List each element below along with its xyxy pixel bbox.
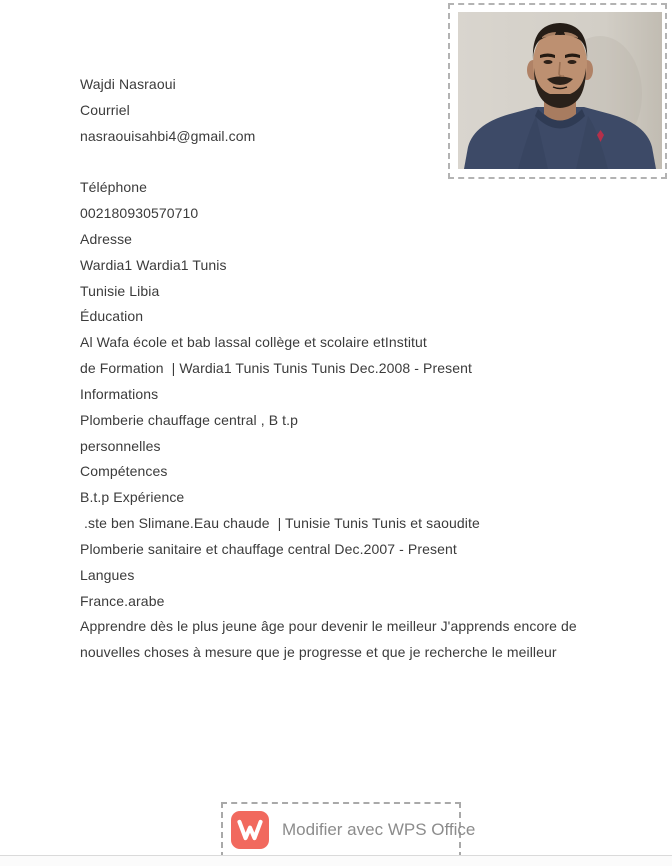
document-line: Éducation (80, 308, 144, 325)
document-line: nasraouisahbi4@gmail.com (80, 127, 256, 144)
edit-button-label: Modifier avec WPS Office (282, 820, 476, 839)
portrait-photo (458, 12, 662, 169)
document-line: nouvelles choses à mesure que je progresse et que je recherche le meilleur (80, 644, 557, 661)
document-line: Plomberie sanitaire et chauffage central Dec.2007 - Present (80, 540, 457, 557)
document-line: Compétences (80, 463, 168, 480)
bottom-strip (0, 856, 672, 866)
document-line: B.t.p Expérience (80, 489, 185, 506)
photo-frame (448, 3, 667, 179)
document-line: .ste ben Slimane.Eau chaude | Tunisie Tunis Tunis et saoudite (80, 515, 480, 532)
document-line: Al Wafa école et bab lassal collège et scolaire etInstitut (80, 334, 427, 351)
edit-with-wps-button[interactable] (221, 802, 476, 858)
document-line: Apprendre dès le plus jeune âge pour devenir le meilleur J'apprends encore de (80, 618, 577, 635)
document-line: 002180930570710 (80, 205, 199, 222)
document-line: personnelles (80, 437, 161, 454)
document-line: Langues (80, 566, 135, 583)
wps-office-logo-icon (231, 811, 269, 849)
document-line: Informations (80, 385, 159, 402)
document-line: Adresse (80, 230, 133, 247)
document-line: Tunisie Libia (80, 282, 160, 299)
document-line: Courriel (80, 101, 130, 118)
document-line: Téléphone (80, 179, 148, 196)
document-line: de Formation | Wardia1 Tunis Tunis Tunis Dec.2008 - Present (80, 360, 472, 377)
document-line: Plomberie chauffage central , B t.p (80, 411, 299, 428)
document-line: Wajdi Nasraoui (80, 76, 176, 92)
document-line: France.arabe (80, 592, 165, 609)
document-line: Wardia1 Wardia1 Tunis (80, 256, 227, 273)
